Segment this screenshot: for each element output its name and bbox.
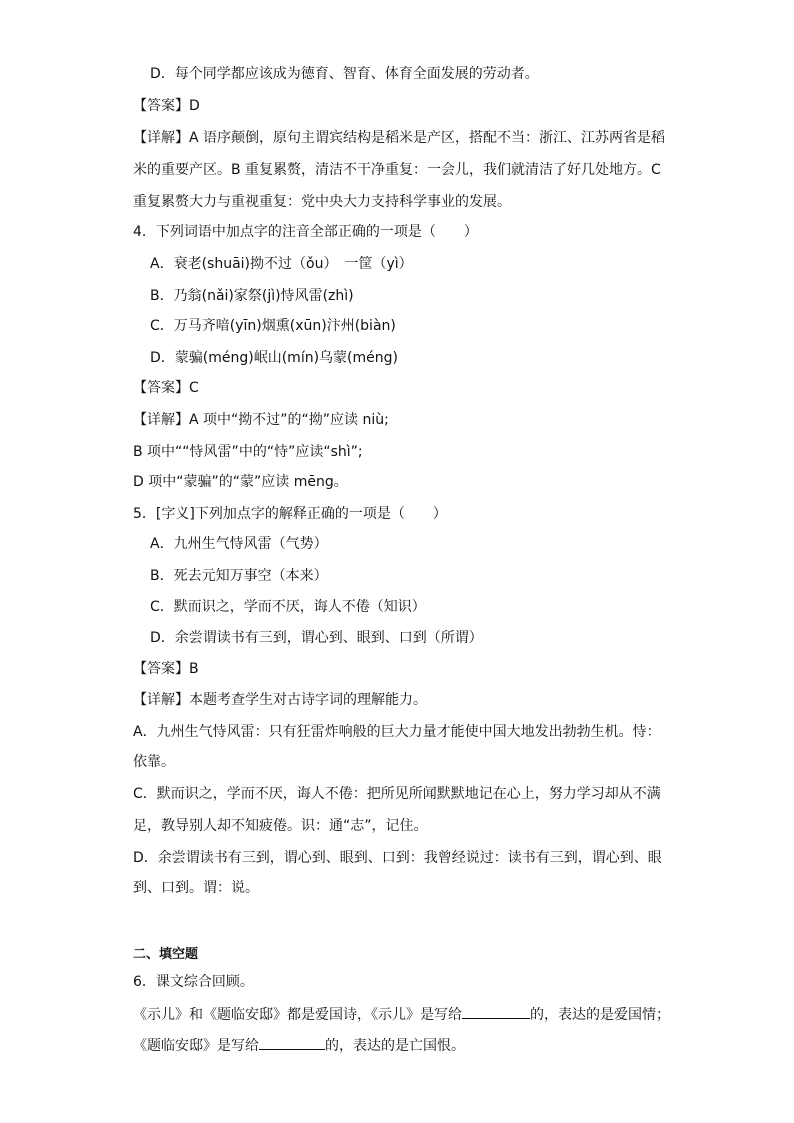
q4-option-a: A．衰老(shuāi)拗不过（ǒu） 一筐（yì） [150, 256, 413, 272]
q4-explanation-line-2: B 项中““恃风雷”中的“恃”应读“shì”; [133, 444, 363, 460]
q5-stem: 5．[字义]下列加点字的解释正确的一项是（ ） [133, 506, 447, 522]
q3-explanation-line-2: 米的重要产区。B 重复累赘，清洁不干净重复：一会儿，我们就清洁了好几处地方。C [133, 162, 661, 178]
q6-blank-1[interactable] [462, 1004, 530, 1019]
q4-stem: 4．下列词语中加点字的注音全部正确的一项是（ ） [133, 224, 478, 240]
q6-line-2 [133, 1035, 465, 1056]
q4-option-c: C．万马齐喑(yīn)烟熏(xūn)汴州(biàn) [150, 318, 396, 334]
q4-explanation-line-3: D 项中“蒙骗”的“蒙”应读 mēng。 [133, 474, 348, 490]
q5-explanation-c-line-2: 足，教导别人却不知疲倦。识：通“志”，记住。 [133, 818, 428, 834]
q6-stem: 6．课文综合回顾。 [133, 974, 254, 990]
q4-option-b: B．乃翁(nǎi)家祭(jì)恃风雷(zhì) [150, 288, 354, 304]
q4-answer: 【答案】C [133, 380, 199, 396]
q5-option-c: C．默而识之，学而不厌，诲人不倦（知识） [150, 599, 426, 615]
q5-option-d: D．余尝谓读书有三到，谓心到、眼到、口到（所谓） [150, 630, 483, 646]
q6-line-1-end: 的，表达的是爱国情； [530, 1007, 670, 1023]
q3-explanation-line-1: 【详解】A 语序颠倒，原句主谓宾结构是稻米是产区，搭配不当：浙江、江苏两省是稻 [133, 130, 666, 146]
q4-option-d: D．蒙骗(méng)岷山(mín)乌蒙(méng) [150, 350, 398, 366]
q5-explanation-d-line-1: D．余尝谓读书有三到，谓心到、眼到、口到：我曾经说过：读书有三到，谓心到、眼 [133, 850, 662, 866]
q5-answer: 【答案】B [133, 661, 199, 677]
q5-explanation-intro: 【详解】本题考查学生对古诗字词的理解能力。 [133, 692, 427, 708]
q6-line-1 [133, 1004, 670, 1025]
q5-option-b: B．死去元知万事空（本来） [150, 568, 328, 584]
q5-explanation-c-line-1: C．默而识之，学而不厌，诲人不倦：把所见所闻默默地记在心上，努力学习却从不满 [133, 786, 661, 802]
q3-explanation-line-3: 重复累赘大力与重视重复：党中央大力支持科学事业的发展。 [133, 194, 511, 210]
q3-option-d: D．每个同学都应该成为德育、智育、体育全面发展的劳动者。 [150, 66, 539, 82]
section-heading-fill-in: 二、填空题 [133, 947, 199, 962]
q6-line-1-start: 《示儿》和《题临安邸》都是爱国诗，《示儿》是写给 [133, 1007, 462, 1023]
q6-line-2-start: 《题临安邸》是写给 [133, 1038, 259, 1054]
q5-explanation-a-line-2: 依靠。 [133, 754, 175, 770]
q4-explanation-line-1: 【详解】A 项中“拗不过”的“拗”应读 niù; [133, 412, 389, 428]
q6-blank-2[interactable] [259, 1035, 325, 1050]
q5-option-a: A．九州生气恃风雷（气势） [150, 536, 328, 552]
q5-explanation-d-line-2: 到、口到。谓：说。 [133, 880, 259, 896]
q3-answer: 【答案】D [133, 98, 200, 114]
q6-line-2-end: 的，表达的是亡国恨。 [325, 1038, 465, 1054]
q5-explanation-a-line-1: A．九州生气恃风雷：只有狂雷炸响般的巨大力量才能使中国大地发出勃勃生机。恃： [133, 724, 661, 740]
